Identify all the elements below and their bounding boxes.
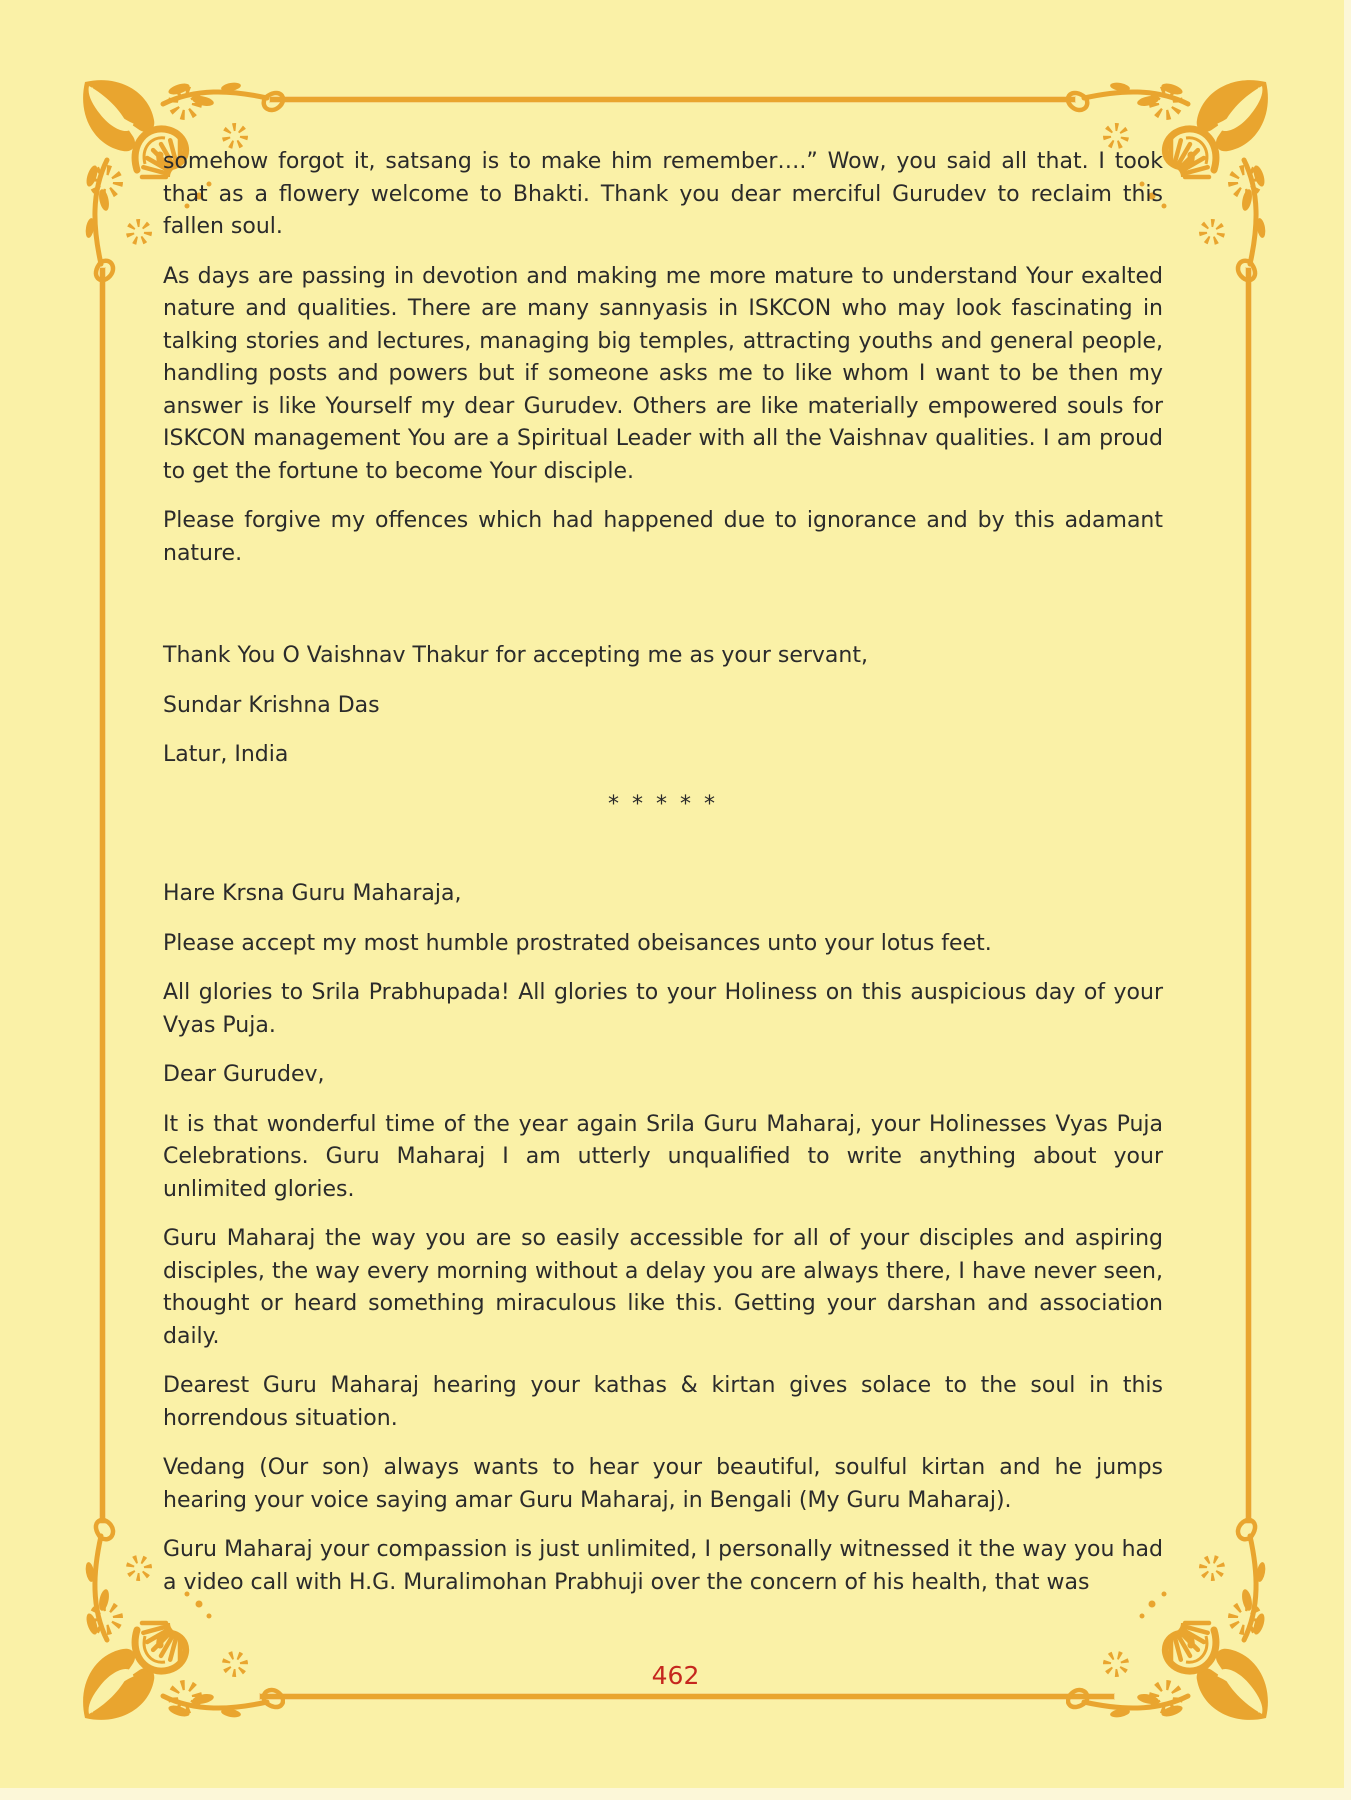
letter-paragraph: Guru Maharaj the way you are so easily accessible for all of your disciples and aspiring disciples, the way every morning without a delay you are always there, I have never seen, thought or heard something miraculous like this. Getting your darshan and association daily. <box>163 1226 1163 1349</box>
frame-line-right <box>1246 268 1251 1523</box>
letter-paragraph: Please forgive my offences which had happened due to ignorance and by this adamant nature. <box>163 508 1163 566</box>
signature-location: Latur, India <box>163 742 289 767</box>
letter-paragraph: It is that wonderful time of the year again Srila Guru Maharaj, your Holinesses Vyas Puja Celebrations. Guru Maharaj I am utterly unqualified to write anything about your unlimited glories. <box>163 1111 1163 1202</box>
letter-paragraph: Dearest Guru Maharaj hearing your kathas & kirtan gives solace to the soul in this horrendous situation. <box>163 1373 1163 1431</box>
letter-salutation: Hare Krsna Guru Maharaja, <box>163 881 462 906</box>
frame-line-bottom <box>260 1694 1114 1699</box>
frame-line-left <box>100 268 105 1523</box>
stars-divider: * * * * * <box>608 791 718 817</box>
letter-paragraph: As days are passing in devotion and making me more mature to understand Your exalted nature and qualities. There are many sannyasis in ISKCON who may look fascinating in talking stories and lectures, managing big temples, attracting youths and general people, handling posts and powers but if someone asks me to like whom I want to be then my answer is like Yourself my dear Gurudev. Others are like materially empowered souls for ISKCON management You are a Spiritual Leader with all the Vaishnav qualities. I am proud to get the fortune to become Your disciple. <box>163 263 1163 484</box>
signature-name: Sundar Krishna Das <box>163 692 380 718</box>
letter-paragraph: Guru Maharaj your compassion is just unlimited, I personally witnessed it the way you had a video call with H.G. Muralimohan Prabhuji over the concern of his health, that was <box>163 1537 1163 1595</box>
letter-paragraph: Vedang (Our son) always wants to hear your beautiful, soulful kirtan and he jumps hearing your voice saying amar Guru Maharaj, in Bengali (My Guru Maharaj). <box>163 1455 1163 1513</box>
letter-paragraph: somehow forgot it, satsang is to make him remember….” Wow, you said all that. I took that as a flowery welcome to Bhakti. Thank you dear merciful Gurudev to reclaim this fallen soul. <box>163 149 1163 239</box>
page-number: 462 <box>651 1661 700 1690</box>
letter-closing-line: Thank You O Vaishnav Thakur for accepting me as your servant, <box>163 643 868 668</box>
page-text-block <box>163 146 1163 1616</box>
letter-paragraph: Dear Gurudev, <box>163 1062 325 1087</box>
frame-line-top <box>270 97 1075 102</box>
letter-paragraph: Please accept my most humble prostrated obeisances unto your lotus feet. <box>163 930 992 956</box>
page-edge-bottom <box>0 1788 1351 1800</box>
letter-paragraph: All glories to Srila Prabhupada! All glories to your Holiness on this auspicious day of your Vyas Puja. <box>163 980 1163 1038</box>
page-edge-right <box>1344 0 1351 1800</box>
